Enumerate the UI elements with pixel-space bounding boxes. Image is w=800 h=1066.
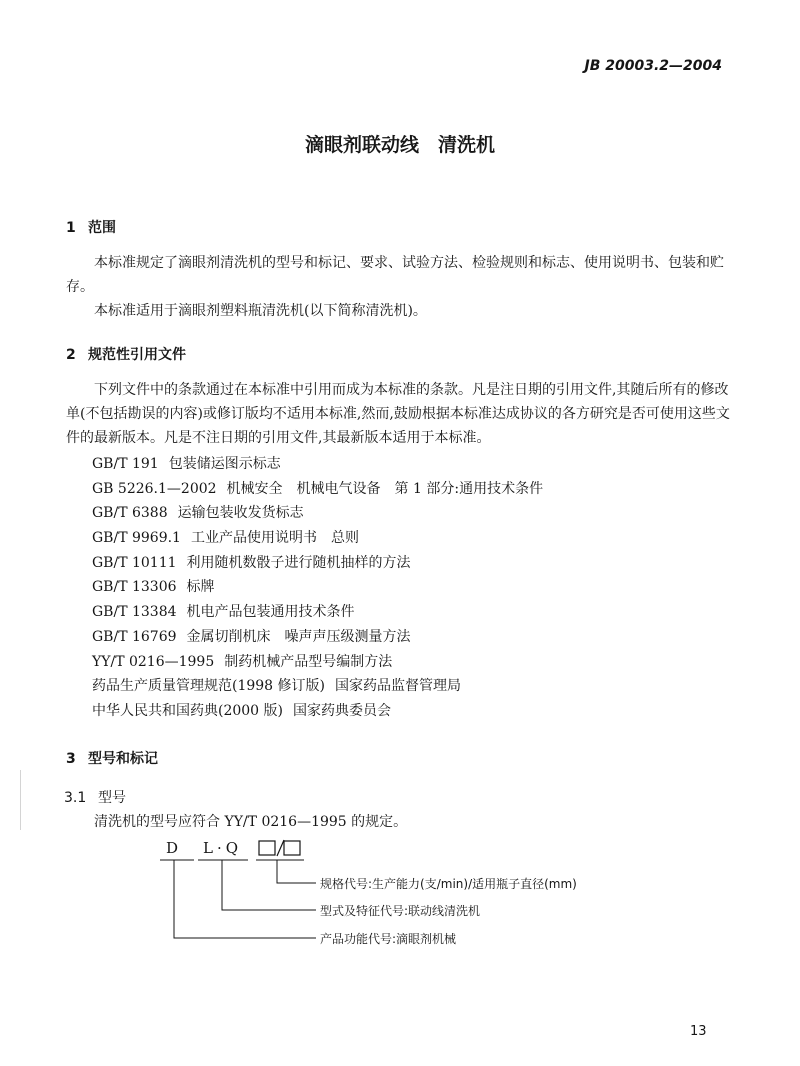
subsection-3-1-heading	[64, 787, 126, 807]
reference-code: 中华人民共和国药典(2000 版)	[92, 702, 284, 719]
reference-title: 运输包装收发货标志	[177, 505, 304, 522]
function-code-letter: D	[166, 839, 179, 857]
reference-code: GB 5226.1—2002	[92, 480, 217, 497]
subsection-title: 型号	[98, 790, 126, 806]
reference-code: YY/T 0216—1995	[92, 653, 215, 670]
reference-title: 包装储运图示标志	[168, 456, 281, 472]
reference-title: 金属切削机床 噪声声压级测量方法	[186, 628, 411, 645]
reference-item	[92, 452, 543, 477]
reference-item	[92, 575, 543, 600]
reference-code: GB/T 13306	[92, 579, 177, 596]
paragraph-text: 本标准适用于滴眼剂塑料瓶清洗机(以下简称清洗机)。	[94, 303, 427, 319]
function-code-label: 产品功能代号:滴眼剂机械	[320, 932, 457, 946]
reference-list	[92, 452, 543, 724]
reference-code: GB/T 13384	[92, 604, 177, 621]
paragraph-text: 下列文件中的条款通过在本标准中引用而成为本标准的条款。凡是注日期的引用文件,其随后所有的修改单(不包括勘误的内容)或修订版均不适用本标准,然而,鼓励根据本标准达成协议的各方研究是否可使用这些文件的最新版本。凡是不注日期的引用文件,其最新版本适用于本标准。	[66, 382, 730, 446]
type-code-label: 型式及特征代号:联动线清洗机	[320, 904, 481, 918]
reference-code: GB/T 191	[92, 456, 159, 472]
spec-slash	[277, 840, 284, 856]
section-2-intro	[66, 378, 734, 450]
section-3-heading	[66, 748, 158, 768]
section-number: 2	[66, 347, 76, 363]
reference-item	[92, 600, 543, 625]
reference-code: GB/T 9969.1	[92, 530, 181, 547]
spec-code-label: 规格代号:生产能力(支/min)/适用瓶子直径(mm)	[320, 877, 577, 891]
reference-item	[92, 674, 543, 699]
reference-title: 机械安全 机械电气设备 第 1 部分:通用技术条件	[226, 480, 544, 497]
reference-title: 标牌	[186, 579, 215, 596]
spec-box-capacity	[259, 841, 275, 855]
type-code-letters: L·Q	[203, 839, 243, 857]
section-1-paragraph-2	[66, 299, 734, 323]
section-2-heading	[66, 344, 186, 364]
section-title: 规范性引用文件	[88, 347, 186, 363]
reference-item	[92, 477, 543, 502]
reference-title: 机电产品包装通用技术条件	[186, 604, 355, 621]
section-number: 3	[66, 751, 76, 767]
reference-code: 药品生产质量管理规范(1998 修订版)	[92, 678, 326, 695]
reference-title: 制药机械产品型号编制方法	[224, 653, 393, 670]
reference-title: 国家药品监督管理局	[335, 678, 462, 695]
page-number: 13	[690, 1024, 707, 1039]
section-1-paragraph-1	[66, 251, 734, 299]
paragraph-text: 本标准规定了滴眼剂清洗机的型号和标记、要求、试验方法、检验规则和标志、使用说明书、包装和贮存。	[66, 255, 724, 295]
reference-code: GB/T 6388	[92, 505, 168, 522]
section-title: 型号和标记	[88, 751, 158, 767]
document-title: 滴眼剂联动线 清洗机	[304, 134, 495, 156]
reference-code: GB/T 16769	[92, 628, 177, 645]
reference-item	[92, 650, 543, 675]
reference-item	[92, 625, 543, 650]
model-code-diagram	[0, 834, 800, 954]
scan-edge-mark	[20, 770, 21, 830]
spec-leader-line	[277, 860, 316, 883]
reference-title: 国家药典委员会	[293, 702, 392, 719]
type-leader-line	[222, 860, 316, 910]
reference-title: 利用随机数骰子进行随机抽样的方法	[186, 554, 411, 571]
reference-title: 工业产品使用说明书 总则	[190, 530, 359, 547]
function-leader-line	[174, 860, 316, 938]
model-rule-text: 清洗机的型号应符合 YY/T 0216—1995 的规定。	[94, 814, 408, 830]
reference-item	[92, 501, 543, 526]
section-1-heading	[66, 217, 116, 237]
reference-item	[92, 699, 543, 724]
standard-code: JB 20003.2—2004	[584, 58, 722, 74]
section-number: 1	[66, 220, 76, 236]
reference-item	[92, 526, 543, 551]
reference-code: GB/T 10111	[92, 554, 177, 571]
spec-box-diameter	[284, 841, 300, 855]
subsection-number: 3.1	[64, 790, 87, 806]
section-title: 范围	[88, 220, 116, 236]
reference-item	[92, 551, 543, 576]
